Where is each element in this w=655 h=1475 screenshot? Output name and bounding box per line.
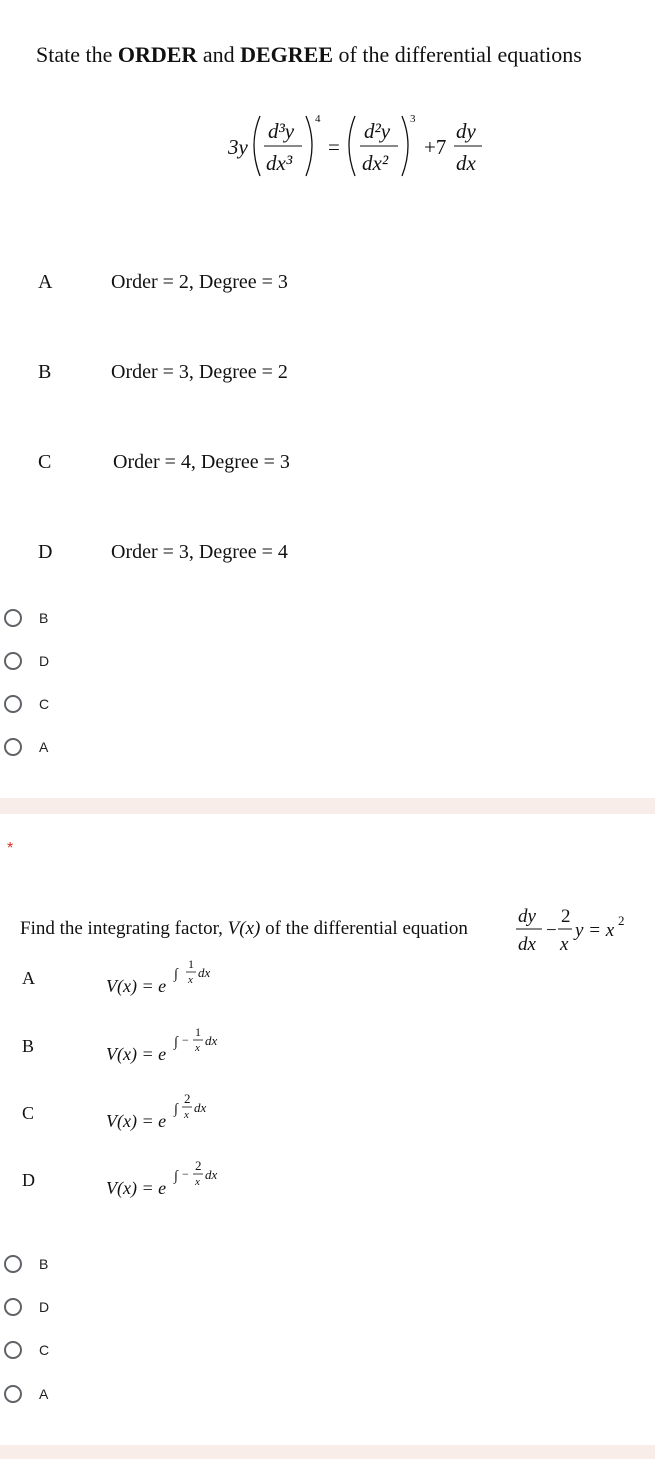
radio-circle[interactable] — [4, 1385, 22, 1403]
radio-label: B — [39, 1256, 49, 1272]
q2-title-suffix: of the differential equation — [260, 918, 468, 939]
eq1-dx: dx — [456, 151, 476, 175]
radio-circle[interactable] — [4, 1255, 22, 1273]
title-degree: DEGREE — [240, 42, 334, 67]
radio-circle[interactable] — [4, 1298, 22, 1316]
q1-option-d-text: Order = 3, Degree = 4 — [111, 541, 288, 563]
q2-radio-option-4[interactable] — [0, 1380, 48, 1408]
q2-radio-option-3[interactable] — [0, 1336, 49, 1364]
formula-num: 1 — [188, 957, 194, 971]
radio-label: C — [39, 1342, 50, 1358]
eq1-left-paren-1 — [254, 116, 260, 176]
formula-num: 2 — [184, 1091, 191, 1106]
formula-den: x — [184, 1109, 189, 1121]
title-suffix: of the differential equations — [333, 42, 582, 67]
q2-option-c-formula — [104, 1085, 244, 1135]
radio-circle[interactable] — [4, 652, 22, 670]
q1-radio-option-1[interactable] — [0, 604, 48, 632]
eq2-sq: 2 — [618, 913, 625, 928]
formula-sign: − — [182, 1033, 189, 1047]
formula-lhs: V(x) = e — [106, 1111, 167, 1131]
eq1-dx3: dx³ — [266, 151, 293, 175]
q1-option-a-letter: A — [38, 271, 53, 293]
eq1-equals: = — [328, 135, 340, 159]
q2-title-text: Find the integrating factor, — [20, 918, 228, 939]
radio-circle[interactable] — [4, 1341, 22, 1359]
formula-den: x — [188, 974, 193, 986]
eq2-rest: y = x — [575, 920, 615, 941]
radio-label: A — [39, 1386, 49, 1402]
radio-label: B — [39, 610, 49, 626]
q1-option-c-text: Order = 4, Degree = 3 — [113, 451, 290, 473]
question-divider — [0, 798, 655, 814]
q1-option-a-text: Order = 2, Degree = 3 — [111, 271, 288, 293]
q2-option-a-formula — [104, 950, 244, 1000]
eq1-left-paren-2 — [349, 116, 355, 176]
formula-num: 1 — [195, 1025, 201, 1039]
q1-option-d-letter: D — [38, 541, 53, 563]
formula-lhs: V(x) = e — [106, 1178, 167, 1198]
eq1-coef: 3y — [228, 135, 248, 159]
radio-circle[interactable] — [4, 695, 22, 713]
radio-label: A — [39, 739, 49, 755]
q2-title-func: V(x) — [227, 918, 261, 939]
formula-dx: dx — [194, 1100, 207, 1115]
formula-dx: dx — [205, 1167, 218, 1182]
eq1-power4: 4 — [315, 113, 321, 125]
eq2-dy: dy — [518, 906, 536, 927]
title-order: ORDER — [117, 42, 198, 67]
q2-option-a-letter: A — [22, 968, 35, 988]
q1-option-b-text: Order = 3, Degree = 2 — [111, 361, 288, 383]
eq1-right-paren-1 — [306, 116, 312, 176]
eq1-d3y: d³y — [268, 119, 295, 143]
q2-option-b-letter: B — [22, 1036, 35, 1056]
eq1-dy: dy — [456, 119, 476, 143]
eq1-power3: 3 — [410, 113, 416, 125]
q2-option-d-formula — [104, 1152, 244, 1202]
title-and: and — [197, 42, 241, 67]
equation-2 — [510, 900, 650, 962]
required-marker: * — [7, 840, 14, 857]
q2-radio-option-2[interactable] — [0, 1293, 49, 1321]
question1-title — [36, 42, 582, 68]
formula-den: x — [195, 1176, 200, 1188]
q2-radio-option-1[interactable] — [0, 1250, 48, 1278]
formula-den: x — [195, 1042, 200, 1054]
radio-circle[interactable] — [4, 738, 22, 756]
q1-radio-option-3[interactable] — [0, 690, 49, 718]
radio-label: C — [39, 696, 50, 712]
formula-dx: dx — [205, 1033, 218, 1048]
q2-option-c-letter: C — [22, 1103, 35, 1123]
title-prefix: State the — [36, 42, 118, 67]
q2-option-d-letter: D — [22, 1170, 35, 1190]
equation-1 — [0, 100, 655, 190]
eq2-minus: − — [546, 920, 557, 941]
radio-circle[interactable] — [4, 609, 22, 627]
question2-title — [20, 918, 468, 940]
formula-lhs: V(x) = e — [106, 976, 167, 996]
bottom-divider — [0, 1445, 655, 1459]
integral-sign: ∫ — [174, 967, 178, 982]
eq1-right-paren-2 — [402, 116, 408, 176]
q1-radio-option-2[interactable] — [0, 647, 49, 675]
eq2-two: 2 — [561, 906, 571, 927]
integral-sign: ∫ — [174, 1102, 178, 1117]
q1-radio-option-4[interactable] — [0, 733, 48, 761]
eq1-d2y: d²y — [364, 119, 391, 143]
formula-lhs: V(x) = e — [106, 1044, 167, 1064]
q1-option-c-letter: C — [38, 451, 52, 473]
formula-num: 2 — [195, 1158, 202, 1173]
integral-sign: ∫ — [174, 1035, 178, 1050]
eq1-plus7: +7 — [424, 135, 447, 159]
formula-dx: dx — [198, 965, 211, 980]
eq2-dx: dx — [518, 934, 536, 955]
q1-option-b-letter: B — [38, 361, 52, 383]
formula-sign: − — [182, 1167, 189, 1181]
eq2-x: x — [560, 934, 569, 955]
radio-label: D — [39, 1299, 50, 1315]
integral-sign: ∫ — [174, 1169, 178, 1184]
eq1-dx2: dx² — [362, 151, 389, 175]
radio-label: D — [39, 653, 50, 669]
q2-option-b-formula — [104, 1018, 244, 1068]
